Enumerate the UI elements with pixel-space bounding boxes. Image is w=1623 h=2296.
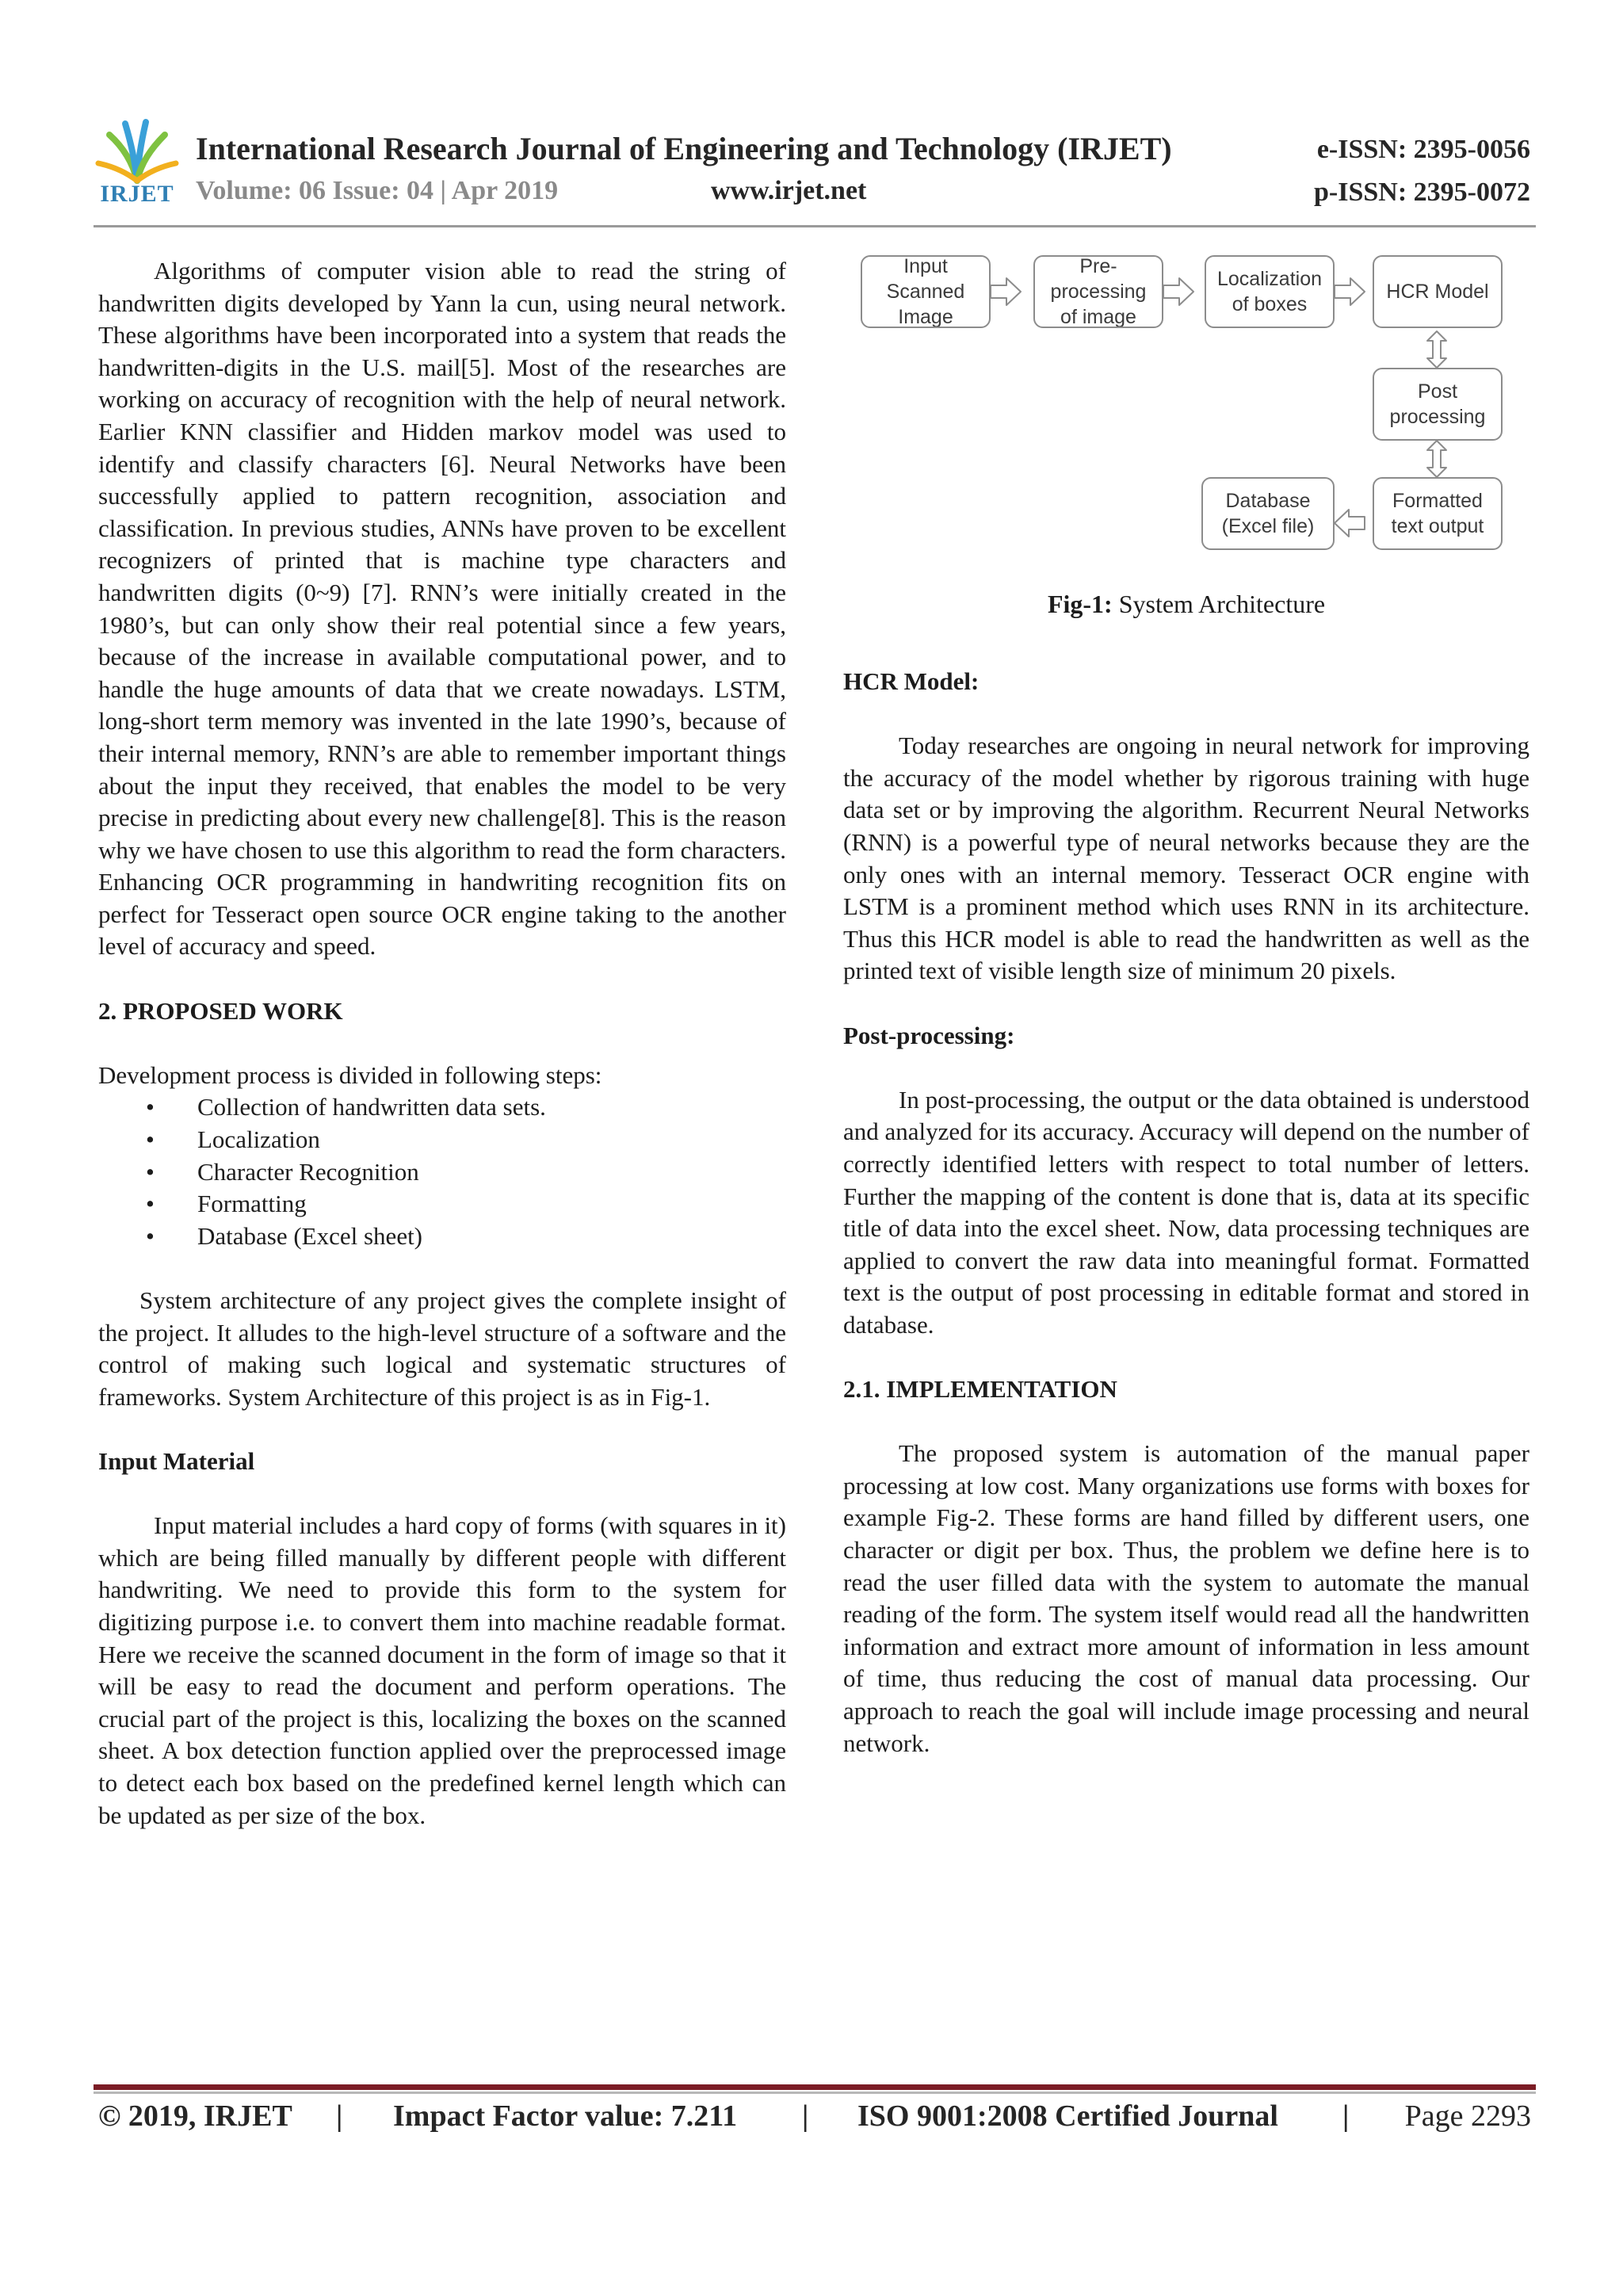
input-paragraph: Input material includes a hard copy of forms (with squares in it) which are being filled manually by different people with different handwriting. We need to provide this form to the system for digitizing purpose i.e. to convert them into machine readable format. Here we receive the scanned document in the form of image so that it will be easy to read the document and perform operations. The crucial part of the project is this, localizing the boxes on the scanned sheet. A box detection function applied over the preprocessed image to detect each box based on the predefined kernel length which can be updated as per size of the box. (98, 1511, 786, 1829)
intro-paragraph: Algorithms of computer vision able to read the string of handwritten digits developed by Yann la cun, using neural network. These algorithms have been incorporated into a system that reads the handwritten-digits in the U.S. mail[5]. Most of the researches are working on accuracy of recognition with the help of neural network. Earlier KNN classifier and Hidden markov model was used to identify and classify characters [6]. Neural Networks have been successfully applied to pattern recognition, association and classification. In previous studies, ANNs have proven to be excellent recognizers of printed that is machine type characters and handwritten digits (0~9) [7]. RNN’s were initially created in the 1980’s, but can only show their real potential since a few years, because of the increase in available computational power, and to handle the huge amounts of data that we create nowadays. LSTM, long-short term memory was invented in the late 1990’s, because of their internal memory, RNN’s are able to remember important things about the input they received, that enables the model to be very precise in predicting about every new challenge[8]. This is the reason why we have chosen to use this algorithm to read the form characters. Enhancing OCR programming in handwriting recognition fits on perfect for Tesseract open source OCR engine taking to the another level of accuracy and speed. (98, 257, 786, 961)
section-heading-input-material: Input Material (98, 1446, 255, 1475)
bullet-icon: • (146, 1190, 155, 1218)
architecture-paragraph: System architecture of any project gives the complete insight of the project. It alludes to the high-level structure of a software and the control of making such logical and systematic structures of frameworks. System Architecture of this project is as in Fig-1. (98, 1286, 786, 1411)
list-item: • Character Recognition (98, 1156, 786, 1189)
volume-issue: Volume: 06 Issue: 04 | Apr 2019 (196, 176, 559, 205)
hcr-paragraph: Today researches are ongoing in neural network for improving the accuracy of the model whether by rigorous training with huge data set or by improving the algorithm. Recurrent Neural Networks (RNN) is a powerful type of neural networks because they are the only ones with an internal memory. Tesseract OCR engine with LSTM is a prominent method which uses RNN in its architecture. Thus this HCR model is able to read the handwritten as well as the printed text of visible length size of minimum 20 pixels. (843, 732, 1529, 985)
header-divider (94, 225, 1536, 227)
arrow-localization-to-hcr (1335, 278, 1365, 305)
page-footer (98, 2099, 1531, 2138)
box-hcr-model: HCR Model (1373, 255, 1503, 328)
section-heading-post-processing: Post-processing: (843, 1021, 1015, 1049)
list-item: • Localization (98, 1124, 786, 1156)
bullet-icon: • (146, 1221, 155, 1250)
footer-divider-light (94, 2092, 1536, 2094)
footer-separator: | (336, 2099, 343, 2133)
page-header (0, 0, 1623, 238)
list-item: • Collection of handwritten data sets. (98, 1091, 786, 1124)
list-item: • Database (Excel sheet) (98, 1221, 786, 1253)
section-heading-hcr-model: HCR Model: (843, 667, 980, 695)
figure-caption-text: System Architecture (1118, 590, 1326, 618)
box-input-scanned-image: Input Scanned Image (861, 255, 991, 328)
footer-impact-factor: Impact Factor value: 7.211 (393, 2099, 738, 2133)
box-localization: Localization of boxes (1205, 255, 1335, 328)
p-issn: p-ISSN: 2395-0072 (1314, 178, 1530, 207)
section-heading-proposed-work: 2. PROPOSED WORK (98, 996, 343, 1025)
figure-caption-label: Fig-1: (1047, 590, 1113, 618)
section-heading-implementation: 2.1. IMPLEMENTATION (843, 1375, 1117, 1404)
box-preprocessing: Pre- processing of image (1033, 255, 1163, 328)
box-formatted-text-output: Formatted text output (1373, 477, 1503, 550)
arrow-input-to-preprocessing (991, 278, 1021, 305)
left-column (98, 255, 786, 1832)
bullet-icon: • (146, 1125, 155, 1154)
steps-list (98, 1091, 786, 1252)
footer-iso-certification: ISO 9001:2008 Certified Journal (857, 2099, 1278, 2133)
arrow-formatted-to-database (1335, 510, 1365, 537)
footer-separator: | (802, 2099, 809, 2133)
right-column (843, 666, 1529, 1759)
e-issn: e-ISSN: 2395-0056 (1316, 135, 1530, 164)
steps-intro: Development process is divided in following steps: (98, 1060, 602, 1089)
implementation-paragraph: The proposed system is automation of the manual paper processing at low cost. Many organizations use forms with boxes for example Fig-2. These forms are hand filled by different users, one character or digit per box. Thus, the problem we define here is to read the user filled data with the system to automate the manual reading of the form. The system itself would read all the handwritten information and extract more amount of information in less amount of time, thus reducing the cost of manual data processing. Our approach to reach the goal will include image processing and neural network. (843, 1439, 1529, 1757)
arrow-hcr-to-post (1427, 331, 1446, 368)
page-number: Page 2293 (1404, 2099, 1531, 2133)
footer-divider (94, 2084, 1536, 2090)
figure-caption (843, 590, 1529, 619)
box-database: Database (Excel file) (1201, 477, 1335, 550)
list-item: • Formatting (98, 1188, 786, 1221)
footer-separator: | (1342, 2099, 1350, 2133)
logo-text: IRJET (100, 181, 174, 207)
journal-website: www.irjet.net (711, 176, 867, 205)
arrow-preprocessing-to-localization (1163, 278, 1193, 305)
bullet-icon: • (146, 1093, 155, 1121)
bullet-icon: • (146, 1157, 155, 1186)
journal-title: International Research Journal of Engineering and Technology (IRJET) (196, 131, 1172, 166)
system-architecture-diagram (856, 252, 1522, 561)
post-processing-paragraph: In post-processing, the output or the data obtained is understood and analyzed for its accuracy. Accuracy will depend on the number of correctly identified letters with respect to total number of letters. Further the mapping of the content is done that is, data at its specific title of data into the excel sheet. Now, data processing techniques are applied to convert the raw data into meaningful format. Formatted text is the output of post processing in editable format and stored in database. (843, 1085, 1529, 1339)
arrow-post-to-formatted (1427, 441, 1446, 477)
box-post-processing: Post processing (1373, 368, 1503, 441)
footer-copyright: © 2019, IRJET (98, 2099, 292, 2133)
